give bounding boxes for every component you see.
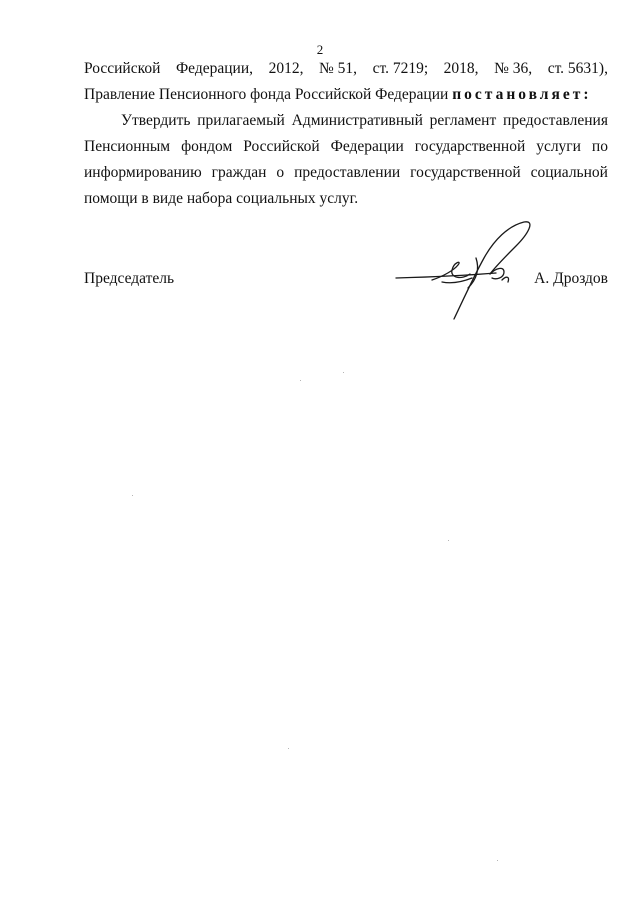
decree-paragraph (84, 108, 608, 212)
word: 2018, (443, 60, 479, 77)
text-line (84, 186, 608, 212)
word: фондом (181, 138, 233, 155)
word: предоставления (503, 112, 608, 129)
preamble-text: Правление Пенсионного фонда Российской Федерации (84, 86, 453, 103)
word: прилагаемый (197, 112, 285, 129)
handwritten-signature (392, 218, 542, 322)
word: № 36, (494, 60, 533, 77)
page-number: 2 (316, 42, 324, 57)
word: № 51, (318, 60, 358, 77)
word: помощи в виде набора социальных услуг. (84, 190, 359, 207)
word: ст. 7219; (372, 60, 429, 77)
signatory-title: Председатель (84, 270, 175, 287)
word: информированию (84, 164, 202, 181)
scan-speck (288, 748, 289, 749)
text-line (84, 108, 608, 134)
word: государственной (414, 138, 526, 155)
word: 2012, (268, 60, 304, 77)
word: Административный (291, 112, 423, 129)
resolution-keyword: постановляет: (452, 86, 592, 103)
word: Пенсионным (84, 138, 171, 155)
word: Российской (84, 60, 161, 77)
resolution-preamble (84, 82, 608, 108)
word: социальной (530, 164, 608, 181)
legal-reference-continuation (84, 56, 608, 82)
word: регламент (429, 112, 497, 129)
scan-speck (132, 495, 133, 496)
word: ст. 5631), (547, 60, 608, 77)
scan-speck (343, 372, 344, 373)
word: Федерации (330, 138, 404, 155)
scan-speck (300, 380, 301, 381)
signatory-name: А. Дроздов (534, 270, 608, 287)
word: граждан (211, 164, 267, 181)
word: о (276, 164, 285, 181)
text-line (84, 160, 608, 186)
text-line (84, 56, 608, 82)
text-line (84, 134, 608, 160)
word: Федерации, (175, 60, 254, 77)
scan-speck (497, 860, 498, 861)
scan-speck (448, 540, 449, 541)
word: по (591, 138, 608, 155)
word: государственной (410, 164, 521, 181)
text-line (84, 82, 608, 108)
word: предоставлении (294, 164, 401, 181)
word: услуги (536, 138, 581, 155)
word: Утвердить (121, 112, 191, 129)
word: Российской (243, 138, 320, 155)
